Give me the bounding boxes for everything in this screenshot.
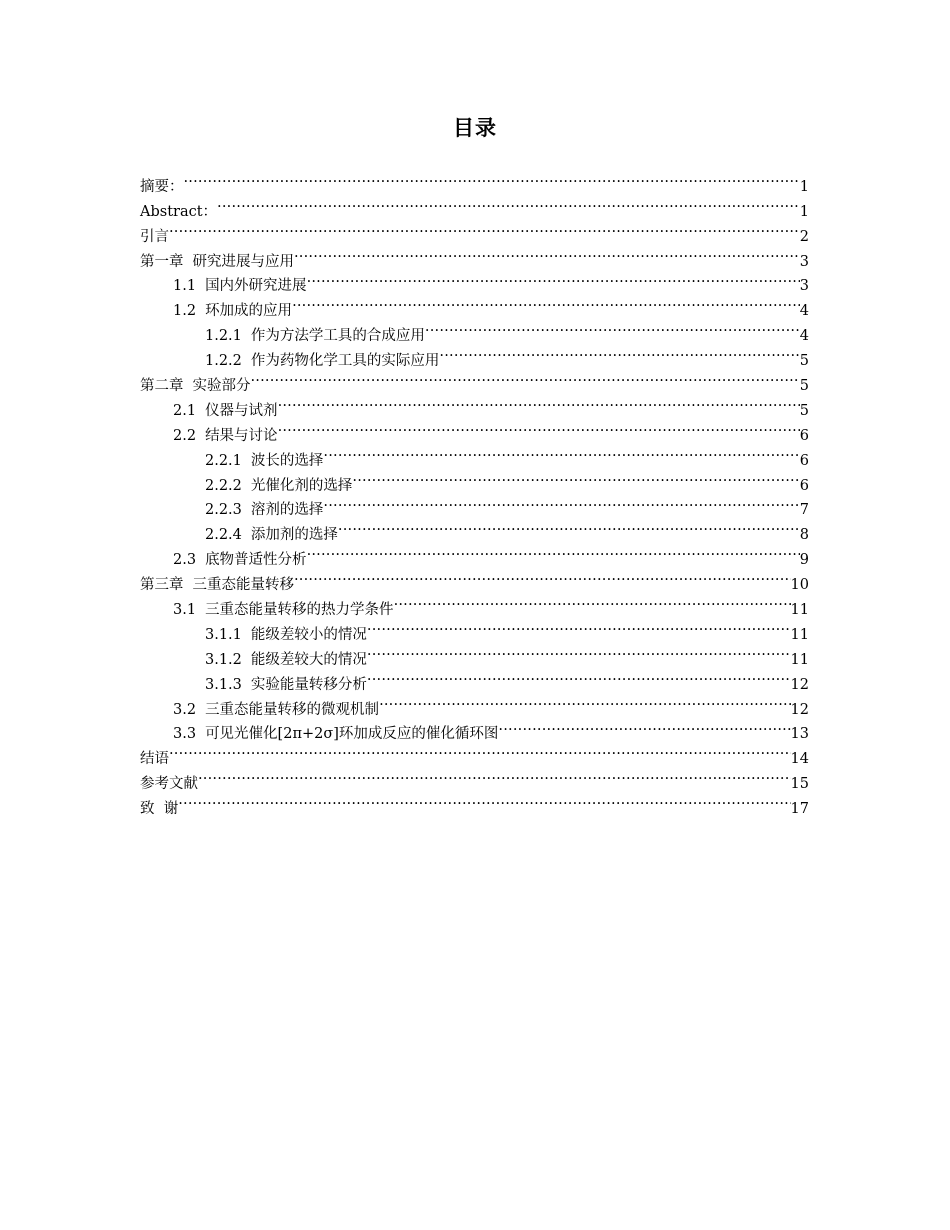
toc-entry-title: 能级差较大的情况 <box>250 651 367 668</box>
toc-entry-title: 作为方法学工具的合成应用 <box>250 328 425 345</box>
toc-entry-title: 光催化剂的选择 <box>250 477 353 494</box>
toc-entry[interactable] <box>140 216 809 245</box>
toc-entry-title: 结语 <box>140 751 169 768</box>
toc-entry-page-number: 11 <box>790 626 809 643</box>
dot-leader <box>379 689 790 714</box>
toc-entry-number: 1.1 <box>173 278 197 295</box>
dot-leader <box>307 539 800 564</box>
toc-entry-title: 结果与讨论 <box>205 427 278 444</box>
dot-leader <box>217 191 800 216</box>
dot-leader <box>251 365 800 390</box>
toc-entry-title: 三重态能量转移的微观机制 <box>205 701 380 718</box>
toc-entry-number: 第一章 <box>140 253 184 270</box>
dot-leader <box>294 241 800 266</box>
toc-entry-title: 国内外研究进展 <box>205 278 307 295</box>
toc-entry-page-number: 5 <box>799 402 809 419</box>
toc-entry-page-number: 9 <box>799 552 809 569</box>
toc-entry[interactable] <box>140 241 809 270</box>
toc-entry-title: 实验能量转移分析 <box>250 676 367 693</box>
toc-entry-page-number: 3 <box>799 278 809 295</box>
toc-entry-title: 溶剂的选择 <box>250 502 324 519</box>
toc-entry-page-number: 2 <box>799 228 809 245</box>
dot-leader <box>498 714 790 739</box>
dot-leader <box>169 216 800 241</box>
toc-entry-title: 三重态能量转移 <box>192 577 294 594</box>
toc-entry[interactable] <box>140 763 809 793</box>
dot-leader <box>184 166 800 191</box>
toc-entry-page-number: 12 <box>790 676 809 693</box>
dot-leader <box>367 614 791 639</box>
toc-entry-title: 引言 <box>140 228 169 245</box>
toc-entry-title: 能级差较小的情况 <box>250 626 367 643</box>
toc-entry-number: 3.1.3 <box>205 676 242 693</box>
toc-entry-page-number: 8 <box>799 527 809 544</box>
toc-entry-title: 三重态能量转移的热力学条件 <box>205 602 394 619</box>
dot-leader <box>323 440 799 465</box>
toc-entry-title: 作为药物化学工具的实际应用 <box>250 353 440 370</box>
toc-entry-page-number: 1 <box>799 203 809 220</box>
toc-entry-page-number: 12 <box>790 701 809 718</box>
toc-entry-number: 2.2.1 <box>205 452 242 469</box>
toc-entry-title: 摘要： <box>140 178 184 195</box>
toc-entry-title: 添加剂的选择 <box>250 527 338 544</box>
dot-leader <box>198 763 791 788</box>
table-of-contents <box>140 166 809 818</box>
toc-entry-title: 致 谢 <box>140 801 179 818</box>
toc-entry-number: 2.2 <box>173 427 197 444</box>
dot-leader <box>323 490 799 515</box>
dot-leader <box>292 290 800 315</box>
dot-leader <box>439 340 799 365</box>
toc-entry-page-number: 5 <box>799 353 809 370</box>
toc-entry-number: 2.2.3 <box>205 502 242 519</box>
toc-entry-title: Abstract： <box>140 203 218 220</box>
dot-leader <box>178 788 790 813</box>
toc-entry-number: 3.2 <box>173 701 197 718</box>
toc-entry-page-number: 3 <box>799 253 809 270</box>
toc-entry-number: 3.1.2 <box>205 651 242 668</box>
dot-leader <box>425 315 800 340</box>
dot-leader <box>278 415 800 440</box>
toc-entry[interactable] <box>140 166 809 195</box>
toc-entry-page-number: 11 <box>790 602 809 619</box>
toc-entry-title: 仪器与试剂 <box>205 402 278 419</box>
toc-entry-title: 可见光催化[2π+2σ]环加成反应的催化循环图 <box>205 726 499 743</box>
toc-entry-title: 底物普适性分析 <box>205 552 307 569</box>
toc-entry-page-number: 4 <box>799 303 809 320</box>
dot-leader <box>352 465 799 490</box>
toc-entry-number: 1.2 <box>173 303 197 320</box>
toc-entry-page-number: 15 <box>790 776 809 793</box>
toc-entry-number: 3.3 <box>173 726 197 743</box>
toc-entry-page-number: 14 <box>790 751 809 768</box>
toc-entry-page-number: 6 <box>799 452 809 469</box>
toc-entry-title: 波长的选择 <box>250 452 324 469</box>
toc-entry-title: 实验部分 <box>192 378 251 395</box>
dot-leader <box>394 589 791 614</box>
dot-leader <box>278 390 800 415</box>
toc-entry-title: 环加成的应用 <box>205 303 293 320</box>
toc-entry[interactable] <box>140 191 809 220</box>
dot-leader <box>338 514 800 539</box>
toc-entry-title: 参考文献 <box>140 776 198 793</box>
toc-entry-number: 第二章 <box>140 378 184 395</box>
toc-entry-number: 2.1 <box>173 402 197 419</box>
toc-entry-number: 1.2.2 <box>205 353 242 370</box>
toc-entry-number: 第三章 <box>140 577 184 594</box>
toc-entry-number: 3.1.1 <box>205 626 242 643</box>
dot-leader <box>367 664 791 689</box>
toc-entry[interactable] <box>140 788 809 818</box>
dot-leader <box>307 266 800 291</box>
dot-leader <box>169 738 791 763</box>
toc-entry-number: 2.3 <box>173 552 197 569</box>
toc-entry-page-number: 4 <box>799 328 809 345</box>
toc-entry-page-number: 13 <box>790 726 809 743</box>
dot-leader <box>367 639 791 664</box>
toc-entry-title: 研究进展与应用 <box>192 253 294 270</box>
toc-entry-number: 2.2.4 <box>205 527 242 544</box>
toc-entry-page-number: 1 <box>799 178 809 195</box>
toc-entry[interactable] <box>140 738 809 768</box>
toc-entry-page-number: 6 <box>799 427 809 444</box>
toc-entry-number: 3.1 <box>173 602 197 619</box>
dot-leader <box>294 564 791 589</box>
toc-entry-page-number: 6 <box>799 477 809 494</box>
toc-entry-page-number: 7 <box>799 502 809 519</box>
toc-entry-number: 1.2.1 <box>205 328 242 345</box>
toc-entry-page-number: 17 <box>790 801 809 818</box>
toc-entry-page-number: 5 <box>799 378 809 395</box>
toc-entry-page-number: 11 <box>790 651 809 668</box>
toc-entry-number: 2.2.2 <box>205 477 242 494</box>
page-title: 目录 <box>453 116 497 140</box>
toc-entry-page-number: 10 <box>790 577 809 594</box>
